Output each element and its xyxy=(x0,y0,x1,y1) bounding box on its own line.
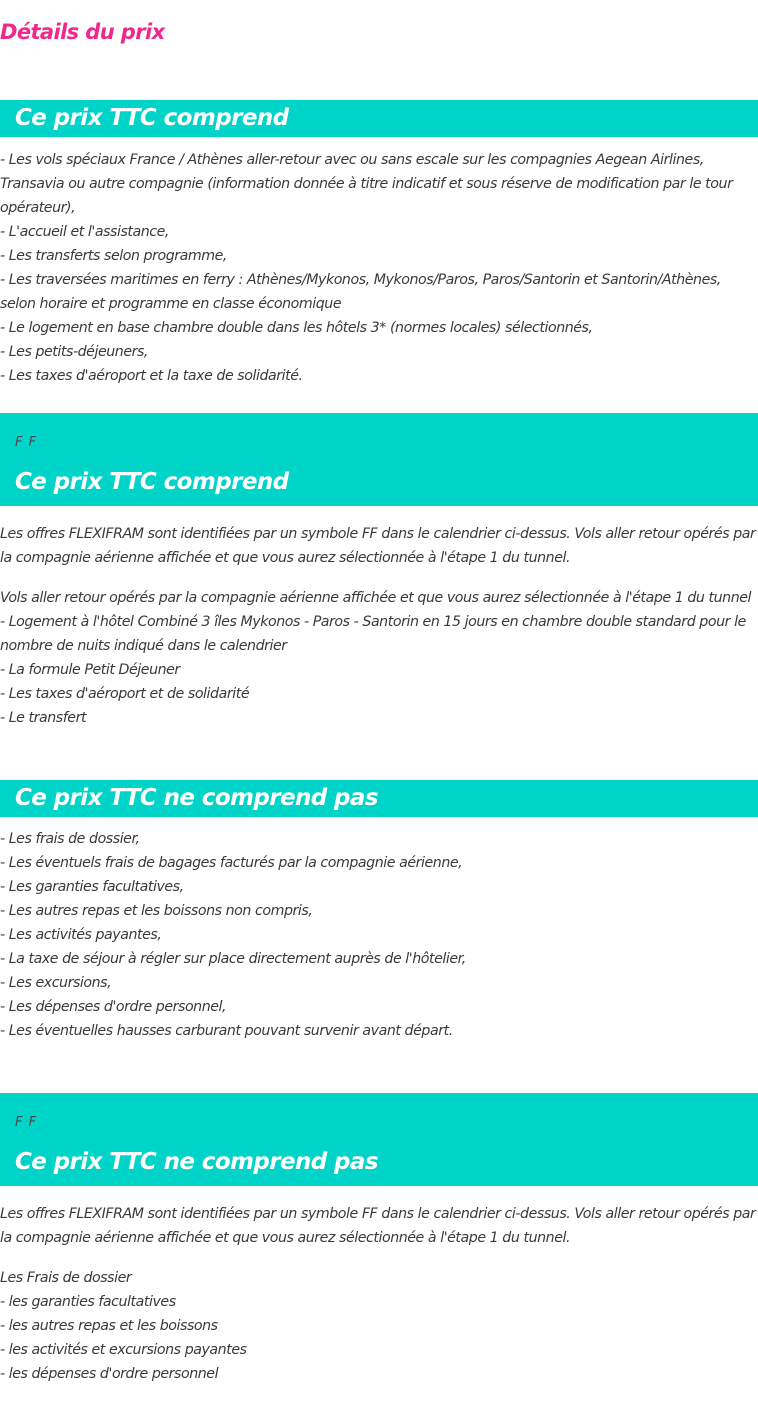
list-item: - La formule Petit Déjeuner xyxy=(0,662,180,678)
list-item: - Les éventuelles hausses carburant pouvant survenir avant départ. xyxy=(0,1023,453,1039)
list-item: - Les frais de dossier, xyxy=(0,831,140,847)
section-heading: Ce prix TTC ne comprend pas xyxy=(15,1149,378,1175)
list-item: - Les activités payantes, xyxy=(0,927,162,943)
list-item: - les autres repas et les boissons xyxy=(0,1318,218,1334)
section-banner-not-included-flexifram xyxy=(0,1093,758,1186)
list-item: - les garanties facultatives xyxy=(0,1294,176,1310)
flexifram-tag: F F xyxy=(15,1115,38,1130)
page-title: Détails du prix xyxy=(0,20,165,44)
list-item: Les Frais de dossier xyxy=(0,1270,132,1286)
list-item: - Les petits-déjeuners, xyxy=(0,344,148,360)
flexifram-intro xyxy=(0,1202,758,1250)
list-item: - Logement à l'hôtel Combiné 3 îles Mykonos - Paros - Santorin en 15 jours en chambre double standard pour le nombre de nuits indiqué dans le calendrier xyxy=(0,614,746,654)
section-banner-not-included xyxy=(0,780,758,817)
list-item: - Les éventuels frais de bagages facturés par la compagnie aérienne, xyxy=(0,855,463,871)
not-included-list xyxy=(0,827,758,1043)
list-item: - les activités et excursions payantes xyxy=(0,1342,247,1358)
list-item: - Les traversées maritimes en ferry : Athènes/Mykonos, Mykonos/Paros, Paros/Santorin et Santorin/Athènes, selon horaire et programme en classe économique xyxy=(0,272,721,312)
list-item: Vols aller retour opérés par la compagnie aérienne affichée et que vous aurez sélectionnée à l'étape 1 du tunnel xyxy=(0,590,752,606)
intro-paragraph: Les offres FLEXIFRAM sont identifiées par un symbole FF dans le calendrier ci-dessus. Vols aller retour opérés par la compagnie aérienne affichée et que vous aurez sélectionnée à l'étape 1 du tunnel. xyxy=(0,1206,756,1246)
list-item: - La taxe de séjour à régler sur place directement auprès de l'hôtelier, xyxy=(0,951,466,967)
list-item: - Le transfert xyxy=(0,710,87,726)
section-heading: Ce prix TTC ne comprend pas xyxy=(15,785,378,811)
flexifram-intro xyxy=(0,522,758,570)
flexifram-tag: F F xyxy=(15,435,38,450)
list-item: - Les autres repas et les boissons non compris, xyxy=(0,903,313,919)
list-item: - Les excursions, xyxy=(0,975,112,991)
included-list xyxy=(0,148,758,388)
section-banner-included-flexifram xyxy=(0,413,758,506)
list-item: - Les dépenses d'ordre personnel, xyxy=(0,999,227,1015)
not-included-flexifram-list xyxy=(0,1266,758,1386)
list-item: - Les vols spéciaux France / Athènes aller-retour avec ou sans escale sur les compagnies Aegean Airlines, Transavia ou autre compagnie (information donnée à titre indicatif et sous réserve de modification par le tour opérateur), xyxy=(0,152,733,216)
list-item: - Les taxes d'aéroport et la taxe de solidarité. xyxy=(0,368,303,384)
section-banner-included xyxy=(0,100,758,137)
included-flexifram-list xyxy=(0,586,758,730)
list-item: - les dépenses d'ordre personnel xyxy=(0,1366,219,1382)
intro-paragraph: Les offres FLEXIFRAM sont identifiées par un symbole FF dans le calendrier ci-dessus. Vols aller retour opérés par la compagnie aérienne affichée et que vous aurez sélectionnée à l'étape 1 du tunnel. xyxy=(0,526,756,566)
list-item: - L'accueil et l'assistance, xyxy=(0,224,169,240)
list-item: - Les garanties facultatives, xyxy=(0,879,184,895)
section-heading: Ce prix TTC comprend xyxy=(15,105,289,131)
section-heading: Ce prix TTC comprend xyxy=(15,469,289,495)
list-item: - Les taxes d'aéroport et de solidarité xyxy=(0,686,250,702)
list-item: - Les transferts selon programme, xyxy=(0,248,227,264)
list-item: - Le logement en base chambre double dans les hôtels 3* (normes locales) sélectionnés, xyxy=(0,320,593,336)
